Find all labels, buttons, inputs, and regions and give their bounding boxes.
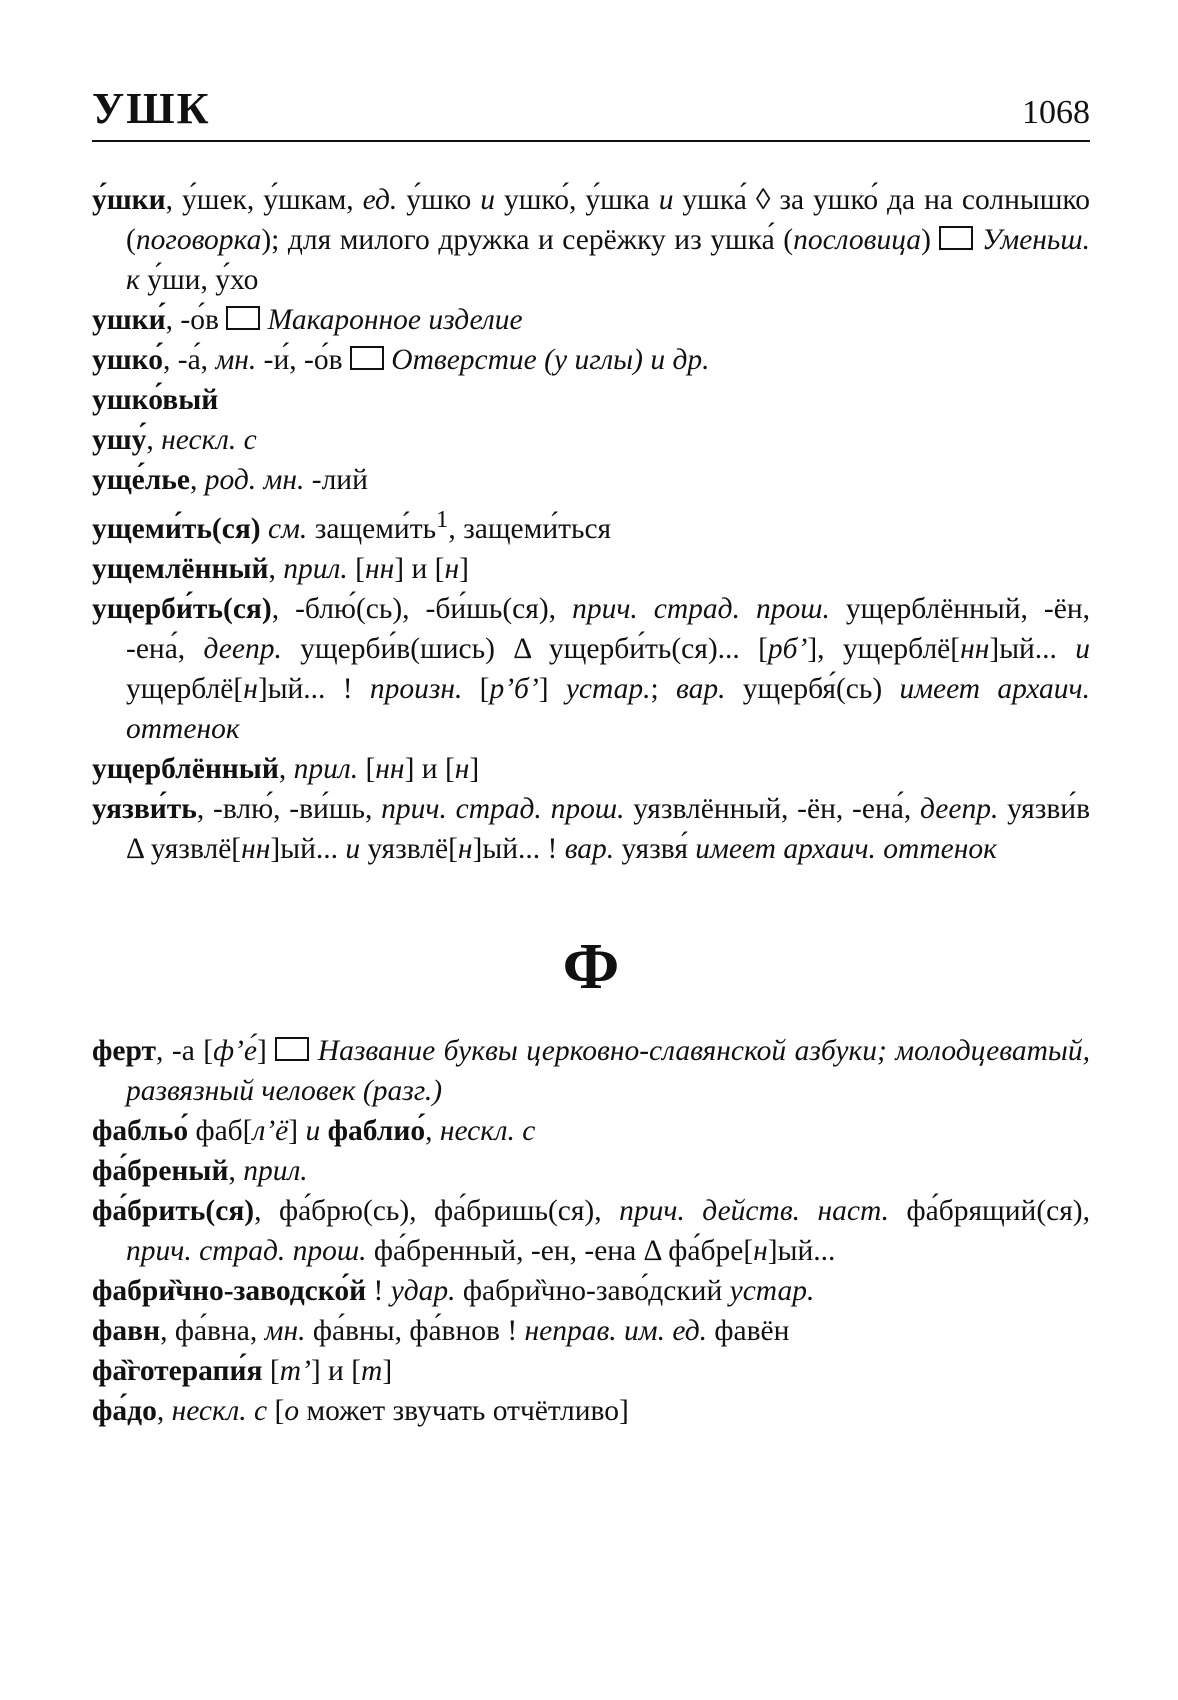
dictionary-entry: ущемлённый, прил. [нн] и [н] — [92, 552, 469, 585]
dictionary-page — [92, 82, 1090, 1431]
dictionary-entry: уязви́ть, -влю́, -ви́шь, прич. страд. прош. уязвлённый, -ён, -ена́, деепр. уязви́в Δ уязвлё[нн]ый... и уязвлё[н]ый... ! вар. уязвя́ имеет архаич. оттенок — [92, 792, 1090, 865]
dictionary-entry: ущерблённый, прил. [нн] и [н] — [92, 752, 480, 785]
dictionary-entry: фабри̏чно-заводско́й ! удар. фабри̏чно-заво́дский устар. — [92, 1274, 815, 1307]
running-head: УШК — [92, 84, 211, 133]
dictionary-entry: фа́до, нескл. с [о может звучать отчётливо] — [92, 1394, 629, 1427]
entries-u — [92, 180, 1090, 1431]
dictionary-entry: у́шки, у́шек, у́шкам, ед. у́шко и ушко́, у́шка и ушка́ ◊ за ушко́ да на солнышко (поговорка); для милого дружка и серёжку из ушка́ (пословица) Уменьш. к у́ши, у́хо — [92, 184, 1090, 296]
dictionary-entry: фабльо́ фаб[л’ё] и фаблио́, нескл. с — [92, 1114, 536, 1147]
square-box-symbol — [275, 1037, 309, 1061]
dictionary-entry: фавн, фа́вна, мн. фа́вны, фа́внов ! неправ. им. ед. фавён — [92, 1314, 790, 1347]
dictionary-entry: фа́бреный, прил. — [92, 1154, 308, 1187]
square-box-symbol — [939, 226, 973, 250]
square-box-symbol — [226, 306, 260, 330]
page-number: 1068 — [1022, 94, 1090, 131]
dictionary-entry: ушко́, -а́, мн. -и́, -о́в Отверстие (у иглы) и др. — [92, 344, 710, 376]
dictionary-entry: ушки́, -о́в Макаронное изделие — [92, 304, 523, 336]
dictionary-entry: уще́лье, род. мн. -лий — [92, 464, 368, 496]
dictionary-entry: ущерби́ть(ся), -блю́(сь), -би́шь(ся), прич. страд. прош. ущерблённый, -ён, -ена́, деепр. ущерби́в(шись) Δ ущерби́ть(ся)... [рб’], ущерблё[нн]ый... и ущерблё[н]ый... ! произн. [р’б’] устар.; вар. ущербя́(сь) имеет архаич. оттенок — [92, 592, 1090, 745]
dictionary-entry: ферт, -а [ф’е́] Название буквы церковно-славянской азбуки; молодцеватый, развязный человек (разг.) — [92, 1034, 1090, 1107]
dictionary-entry: фа́брить(ся), фа́брю(сь), фа́бришь(ся), прич. действ. наст. фа́брящий(ся), прич. страд. прош. фа́бренный, -ен, -ена Δ фа́бре[н]ый... — [92, 1194, 1091, 1267]
square-box-symbol — [350, 346, 384, 370]
dictionary-entry: ущеми́ть(ся) см. $защеми́ть^1$, защеми́ться — [92, 506, 612, 545]
dictionary-entry: ушу́, нескл. с — [92, 424, 257, 456]
dictionary-entry: фа̏готерапи́я [т’] и [т] — [92, 1354, 393, 1387]
dictionary-entry: ушко́вый — [92, 384, 219, 416]
section-letter: Ф — [562, 929, 620, 1003]
page-header — [92, 82, 1090, 142]
